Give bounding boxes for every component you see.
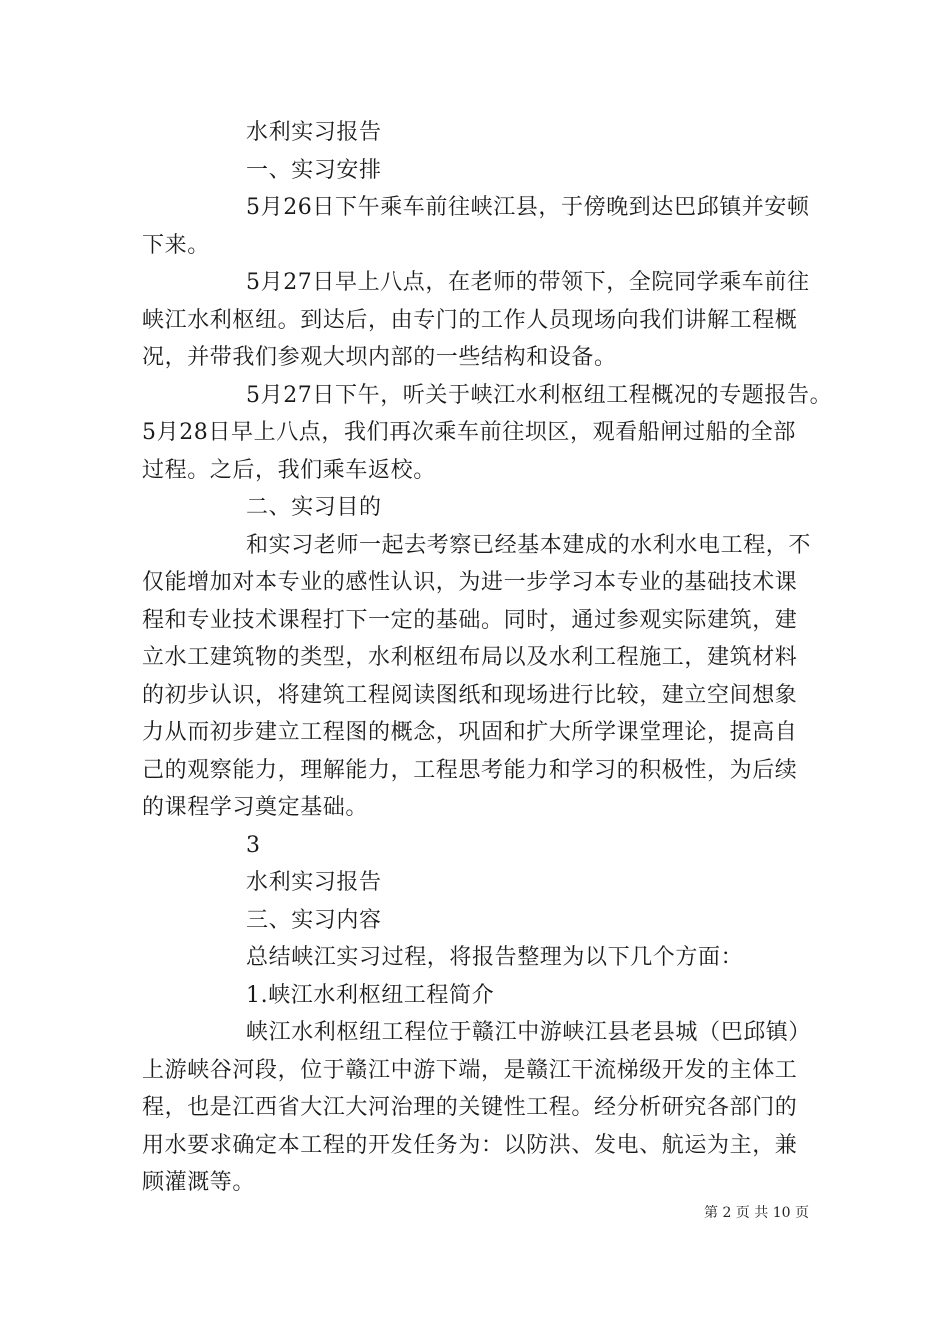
text-line: 下来。 — [142, 232, 210, 258]
text-line: 三、实习内容 — [246, 907, 382, 933]
text-line: 立水工建筑物的类型，水利枢纽布局以及水利工程施工，建筑材料 — [142, 645, 798, 670]
text-line: 水利实习报告 — [246, 120, 382, 145]
text-line: 一、实习安排 — [246, 157, 382, 183]
text-line: 5月27日早上八点，在老师的带领下，全院同学乘车前往 — [246, 270, 810, 295]
text-line: 峡江水利枢纽工程位于赣江中游峡江县老县城（巴邱镇） — [246, 1020, 812, 1045]
text-line: 程和专业技术课程打下一定的基础。同时，通过参观实际建筑，建 — [142, 607, 798, 633]
text-line: 的初步认识，将建筑工程阅读图纸和现场进行比较，建立空间想象 — [142, 682, 798, 708]
text-line: 峡江水利枢纽。到达后，由专门的工作人员现场向我们讲解工程概 — [142, 307, 798, 333]
text-line: 过程。之后，我们乘车返校。 — [142, 457, 436, 483]
text-line: 仅能增加对本专业的感性认识，为进一步学习本专业的基础技术课 — [142, 570, 798, 595]
text-line: 1.峡江水利枢纽工程简介 — [246, 982, 495, 1008]
text-line: 顾灌溉等。 — [142, 1170, 256, 1195]
text-line: 用水要求确定本工程的开发任务为：以防洪、发电、航运为主，兼 — [142, 1132, 798, 1158]
text-line: 5月28日早上八点，我们再次乘车前往坝区，观看船闸过船的全部 — [142, 420, 796, 445]
text-line: 的课程学习奠定基础。 — [142, 795, 369, 820]
text-line: 力从而初步建立工程图的概念，巩固和扩大所学课堂理论，提高自 — [142, 720, 798, 745]
text-line: 己的观察能力，理解能力，工程思考能力和学习的积极性，为后续 — [142, 757, 798, 783]
text-line: 水利实习报告 — [246, 870, 382, 895]
text-line: 况，并带我们参观大坝内部的一些结构和设备。 — [142, 345, 617, 370]
text-line: 程，也是江西省大江大河治理的关键性工程。经分析研究各部门的 — [142, 1095, 798, 1120]
text-line: 和实习老师一起去考察已经基本建成的水利水电工程，不 — [246, 532, 812, 558]
text-line: 5月26日下午乘车前往峡江县，于傍晚到达巴邱镇并安顿 — [246, 195, 810, 220]
text-line: 5月27日下午，听关于峡江水利枢纽工程概况的专题报告。 — [246, 382, 833, 408]
page-footer: 第 2 页 共 10 页 — [704, 1205, 809, 1221]
text-line: 上游峡谷河段，位于赣江中游下端，是赣江干流梯级开发的主体工 — [142, 1057, 798, 1083]
text-line: 3 — [246, 832, 261, 858]
text-line: 二、实习目的 — [246, 495, 382, 520]
text-line: 总结峡江实习过程，将报告整理为以下几个方面： — [246, 945, 744, 970]
document-body — [142, 114, 833, 1202]
